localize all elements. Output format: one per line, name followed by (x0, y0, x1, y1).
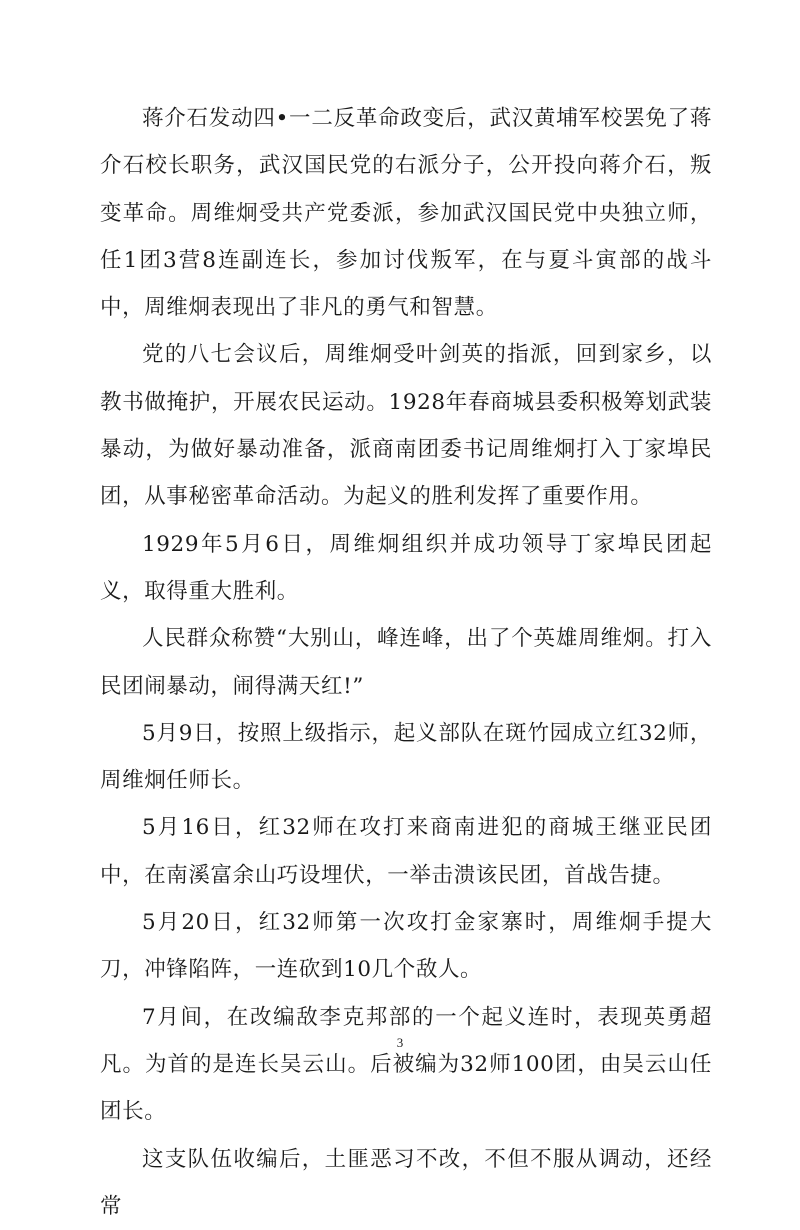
paragraph: 5月9日，按照上级指示，起义部队在斑竹园成立红32师，周维炯任师长。 (100, 720, 712, 794)
paragraph: 这支队伍收编后，土匪恶习不改，不但不服从调动，还经常 (100, 1146, 712, 1219)
paragraph: 5月20日，红32师第一次攻打金家寨时，周维炯手提大刀，冲锋陷阵，一连砍到10几个敌人。 (100, 910, 712, 983)
paragraph: 人民群众称赞“大别山，峰连峰，出了个英雄周维炯。打入民团闹暴动，闹得满天红!” (100, 626, 712, 699)
paragraph: 蒋介石发动四•一二反革命政变后，武汉黄埔军校罢免了蒋介石校长职务，武汉国民党的右派分子，公开投向蒋介石，叛变革命。周维炯受共产党委派，参加武汉国民党中央独立师，任1团3营8连副连长，参加讨伐叛军，在与夏斗寅部的战斗中，周维炯表现出了非凡的勇气和智慧。 (100, 106, 712, 321)
document-body (100, 95, 712, 1230)
page-number: 3 (396, 1035, 404, 1050)
paragraph: 党的八七会议后，周维炯受叶剑英的指派，回到家乡，以教书做掩护，开展农民运动。1928年春商城县委积极筹划武装暴动，为做好暴动准备，派商南团委书记周维炯打入丁家埠民团，从事秘密革命活动。为起义的胜利发挥了重要作用。 (100, 342, 712, 510)
paragraph: 7月间，在改编敌李克邦部的一个起义连时，表现英勇超凡。为首的是连长吴云山。后被编为32师100团，由吴云山任团长。 (100, 1004, 712, 1125)
paragraph: 5月16日，红32师在攻打来商南进犯的商城王继亚民团中，在南溪富余山巧设埋伏，一举击溃该民团，首战告捷。 (100, 815, 712, 888)
paragraph: 1929年5月6日，周维炯组织并成功领导丁家埠民团起义，取得重大胜利。 (100, 531, 712, 604)
